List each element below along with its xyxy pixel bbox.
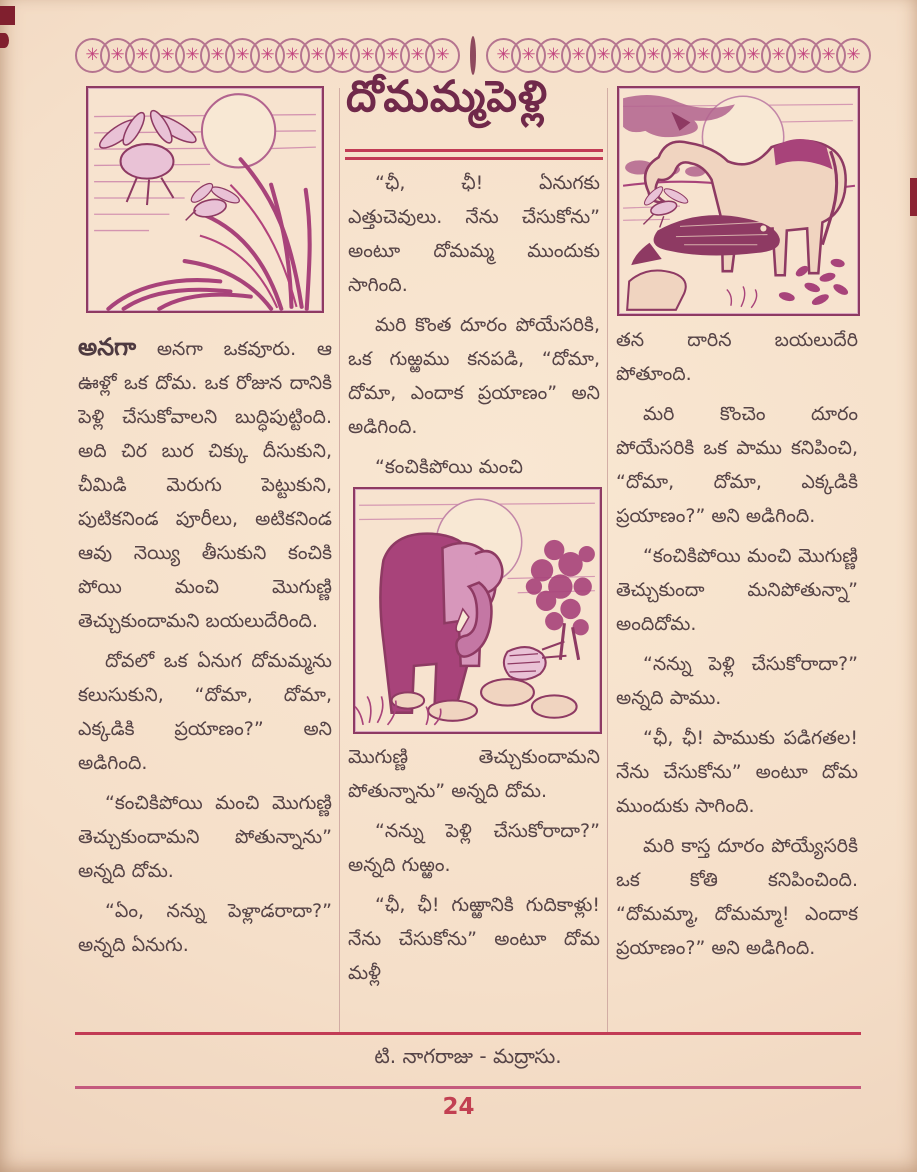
border-flower-icon: ✳ — [175, 38, 210, 73]
scan-edge-mark — [0, 6, 15, 25]
border-flower-icon: ✳ — [711, 38, 746, 73]
story-paragraph: “ఛీ, ఛీ! ఏనుగకు ఎత్తుచెవులు. నేను చేసుకోను” అంటూ దోమమ్మ ముందుకు సాగింది. — [348, 172, 600, 296]
story-paragraph: మరి కాస్త దూరం పోయ్యేసరికి ఒక కోతి కనిపించింది. “దోమమ్మా, దోమమ్మా! ఎందాక ప్రయాణం?” అని అడిగింది. — [616, 835, 858, 959]
story-paragraph: “కంచికిపోయి మంచి — [375, 456, 523, 478]
border-flower-icon: ✳ — [536, 38, 571, 73]
border-flower-icon: ✳ — [75, 38, 110, 73]
border-flower-icon: ✳ — [561, 38, 596, 73]
scan-edge-mark — [910, 178, 917, 216]
footer-rule — [75, 1032, 861, 1035]
border-flower-icon: ✳ — [375, 38, 410, 73]
story-paragraph: “ఛీ, ఛీ! పాముకు పడిగతల! నేను చేసుకోను” అంటూ దోమ ముందుకు సాగింది. — [616, 727, 858, 817]
story-paragraph: “ఏం, నన్ను పెళ్లాడరాదా?” అన్నది ఏనుగు. — [78, 900, 332, 956]
border-flower-icon: ✳ — [811, 38, 846, 73]
border-flower-icon: ✳ — [661, 38, 696, 73]
paragraph-lead-word: అనగా — [78, 333, 137, 361]
right-text-column — [616, 323, 858, 1035]
border-flower-icon: ✳ — [686, 38, 721, 73]
story-paragraph: తన దారిన బయలుదేరి పోతూంది. — [616, 329, 858, 385]
column-divider — [339, 88, 340, 1032]
story-paragraph: “నన్ను పెళ్లి చేసుకోరాదా?” అన్నది గుఱ్ఱం. — [348, 820, 600, 876]
middle-text-column-bottom — [348, 740, 600, 1032]
border-flower-icon: ✳ — [350, 38, 385, 73]
mosquitoes-illustration — [86, 86, 324, 313]
author-credit: టి. నాగరాజు - మద్రాసు. — [374, 1044, 562, 1068]
scan-edge-mark — [0, 33, 9, 48]
story-paragraph: “కంచికిపోయి మంచి మొగుణ్ణి తెచ్చుకుందా మనిపోతున్నా” అందిదోమ. — [616, 545, 858, 635]
title-underline — [345, 149, 603, 152]
border-flower-icon: ✳ — [125, 38, 160, 73]
horse-and-crocodile-drawing — [619, 88, 858, 314]
border-oval-ornament — [470, 36, 476, 75]
border-flower-icon: ✳ — [611, 38, 646, 73]
border-flower-icon: ✳ — [486, 38, 521, 73]
story-paragraph: దోవలో ఒక ఏనుగ దోమమ్మను కలుసుకుని, “దోమా, దోమా, ఎక్కడికి ప్రయాణం?” అని అడిగింది. — [78, 650, 332, 774]
footer-rule — [75, 1086, 861, 1089]
column-divider — [607, 88, 608, 1032]
border-flower-icon: ✳ — [400, 38, 435, 73]
decorative-border — [86, 34, 860, 76]
border-chain-right — [486, 38, 871, 73]
page-number: 24 — [442, 1094, 475, 1120]
border-flower-icon: ✳ — [200, 38, 235, 73]
border-flower-icon: ✳ — [761, 38, 796, 73]
horse-crocodile-illustration — [617, 86, 860, 316]
story-paragraph: మరి కొంచెం దూరం పోయేసరికి ఒక పాము కనిపించి, “దోమా, దోమా, ఎక్కడికి ప్రయాణం?” అని అడిగింది. — [616, 403, 858, 527]
story-paragraph: “కంచికిపోయి మంచి మొగుణ్ణి తెచ్చుకుందామని పోతున్నాను” అన్నది దోమ. — [78, 792, 332, 882]
story-paragraph: మొగుణ్ణి తెచ్చుకుందామని పోతున్నాను” అన్నది దోమ. — [348, 746, 600, 802]
elephant-illustration — [353, 487, 602, 734]
story-paragraph: “నన్ను పెళ్లి చేసుకోరాదా?” అన్నది పాము. — [616, 653, 858, 709]
middle-text-column-top — [348, 166, 600, 486]
border-flower-icon: ✳ — [586, 38, 621, 73]
border-flower-icon: ✳ — [300, 38, 335, 73]
border-flower-icon: ✳ — [636, 38, 671, 73]
elephant-drawing — [355, 489, 600, 732]
left-text-column — [78, 330, 332, 1032]
story-title: దోమమ్మపెళ్లి — [346, 72, 549, 122]
border-flower-icon: ✳ — [836, 38, 871, 73]
border-flower-icon: ✳ — [736, 38, 771, 73]
border-flower-icon: ✳ — [225, 38, 260, 73]
mosquitoes-in-grass-drawing — [88, 88, 322, 311]
border-flower-icon: ✳ — [425, 38, 460, 73]
border-flower-icon: ✳ — [250, 38, 285, 73]
border-flower-icon: ✳ — [786, 38, 821, 73]
border-flower-icon: ✳ — [150, 38, 185, 73]
story-paragraph: మరి కొంత దూరం పోయేసరికి, ఒక గుఱ్ఱము కనపడి, “దోమా, దోమా, ఎందాక ప్రయాణం” అని అడిగింది. — [348, 314, 600, 438]
story-paragraph: అనగా అనగా ఒకవూరు. ఆ ఊళ్లో ఒక దోమ. ఒక రోజున దానికి పెళ్లి చేసుకోవాలని బుద్ధిపుట్టింది. అది చిర బుర చిక్కు దీసుకుని, చీమిడి మెరుగు పెట్టుకుని, పుటికనిండ పూరీలు, అటికనిండ ఆవు నెయ్యి తీసుకుని కంచికి పోయి మంచి మొగుణ్ణి తెచ్చుకుందామని బయలుదేరింది. — [78, 333, 332, 632]
border-flower-icon: ✳ — [511, 38, 546, 73]
border-flower-icon: ✳ — [275, 38, 310, 73]
border-flower-icon: ✳ — [325, 38, 360, 73]
border-chain-left — [75, 38, 460, 73]
story-paragraph: “ఛీ, ఛీ! గుఱ్ఱానికి గుదికాళ్లు! నేను చేసుకోను” అంటూ దోమ మళ్లీ — [348, 894, 600, 984]
border-flower-icon: ✳ — [100, 38, 135, 73]
title-underline — [345, 157, 603, 160]
